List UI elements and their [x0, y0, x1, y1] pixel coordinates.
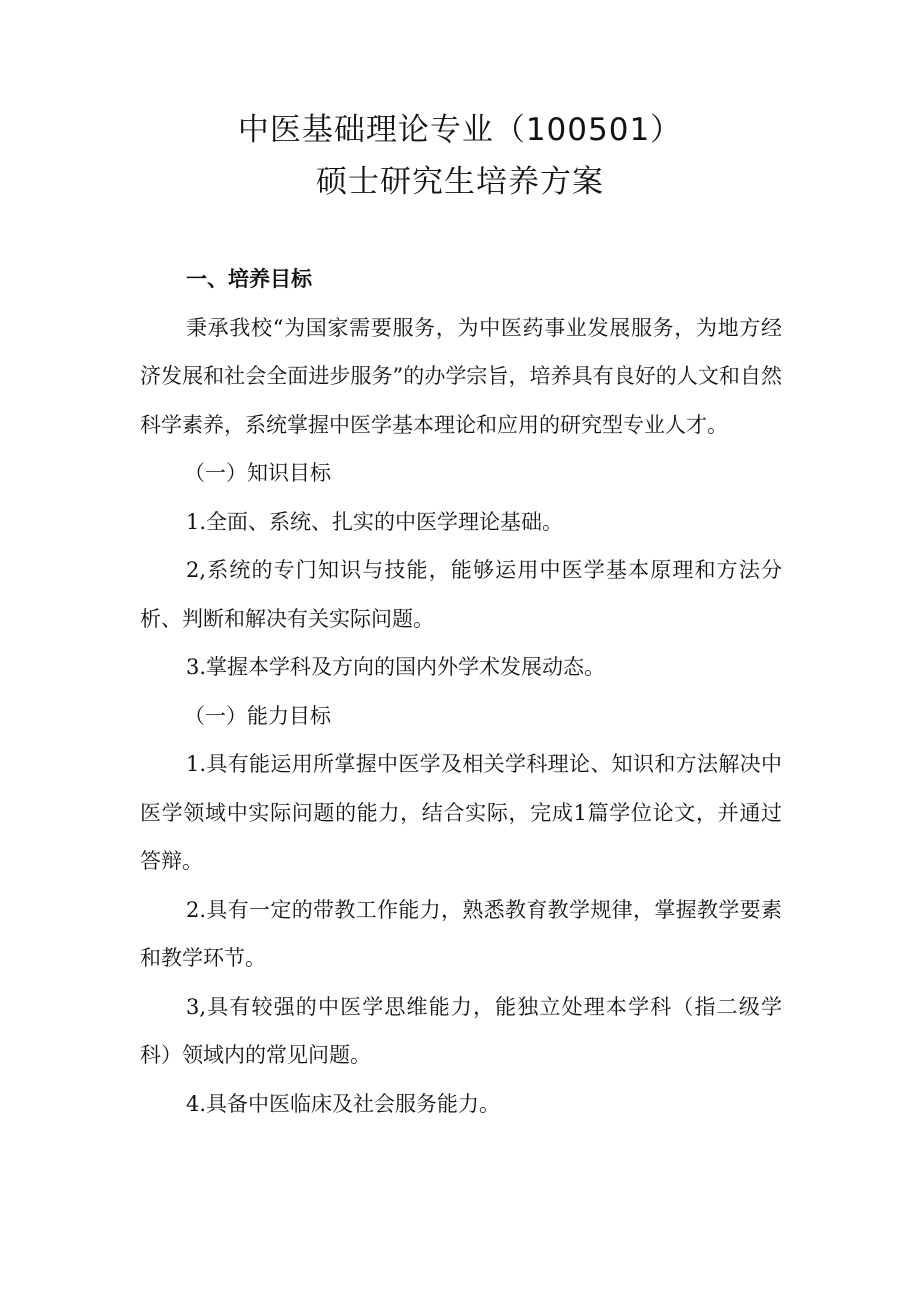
- ability-item: 4.具备中医临床及社会服务能力。: [186, 1091, 501, 1116]
- document-body: [140, 255, 782, 1128]
- ability-item: 3,具有较强的中医学思维能力，能独立处理本学科（指二级学科）领域内的常见问题。: [140, 994, 782, 1067]
- ability-item: 2.具有一定的带教工作能力，熟悉教育教学规律，掌握教学要素和教学环节。: [140, 897, 782, 970]
- knowledge-heading: （一）知识目标: [184, 461, 331, 485]
- document-title: 中医基础理论专业（100501）: [237, 112, 683, 148]
- knowledge-item: 2,系统的专门知识与技能，能够运用中医学基本原理和方法分析、判断和解决有关实际问题。: [140, 558, 782, 631]
- intro-paragraph: 秉承我校“为国家需要服务，为中医药事业发展服务，为地方经济发展和社会全面进步服务”的办学宗旨，培养具有良好的人文和自然科学素养，系统掌握中医学基本理论和应用的研究型专业人才。: [140, 315, 782, 437]
- ability-heading: （一）能力目标: [184, 703, 331, 728]
- ability-item: 1.具有能运用所掌握中医学及相关学科理论、知识和方法解决中医学领域中实际问题的能力，结合实际，完成1篇学位论文，并通过答辩。: [140, 752, 782, 873]
- document-subtitle: 硕士研究生培养方案: [316, 164, 604, 200]
- knowledge-item: 1.全面、系统、扎实的中医学理论基础。: [186, 509, 564, 534]
- knowledge-item: 3.掌握本学科及方向的国内外学术发展动态。: [186, 655, 606, 679]
- section-heading: 一、培养目标: [186, 267, 312, 291]
